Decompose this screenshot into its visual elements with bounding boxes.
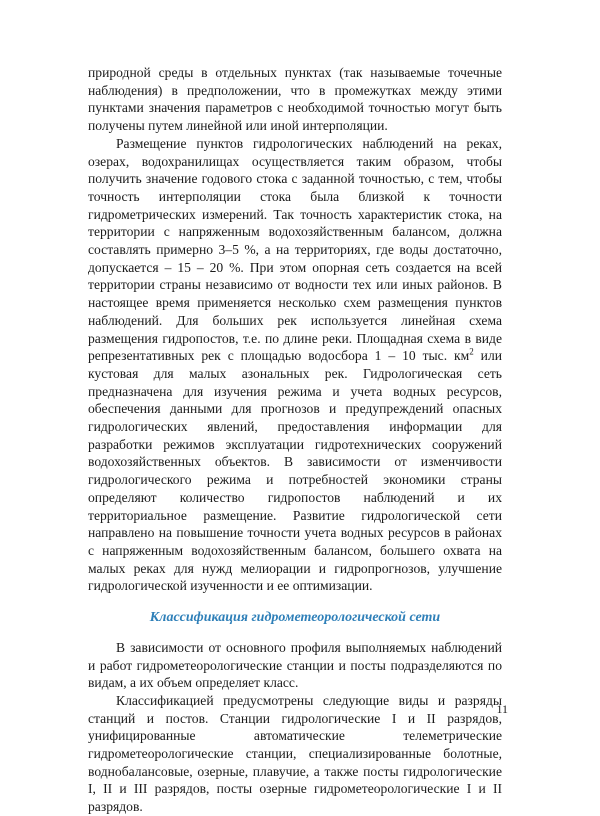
paragraph-2-part-b: или кустовая для малых азональных рек. Гидрологическая сеть предназначена для изучения режима и учета водных ресурсов, обеспечения данными для прогнозов и предупреждений опасных гидрологических явлений, предоставления информации для разработки режимов эксплуатации гидротехнических сооружений водохозяйственных объектов. В зависимости от изменчивости гидрологического режима и потребностей экономики страны определяют количество гидропостов наблюдений и их территориальное размещение. Развитие гидрологической сети направлено на повышение точности учета водных ресурсов в районах с напряженным водохозяйственным балансом, большего охвата на малых реках для нужд мелиорации и гидропрогнозов, улучшение гидрологической изученности и ее оптимизации.: [88, 348, 503, 594]
paragraph-3: В зависимости от основного профиля выполняемых наблюдений и работ гидрометеорологические станции и посты подразделяются по видам, а их объем определяет класс.: [88, 639, 502, 691]
paragraph-2-part-a: Размещение пунктов гидрологических наблюдений на реках, озерах, водохранилищах осуществляется таким образом, чтобы получить значение годового стока с заданной точностью, с тем, чтобы точность интерполяции стока была близкой к точности гидрометрических измерений. Так точность характеристик стока, на территории с напряженным водохозяйственным балансом, должна составлять примерно 3–5 %, а на территориях, где воды достаточно, допускается – 15 – 20 %. При этом опорная сеть создается на всей территории страны независимо от водности тех или иных районов. В настоящее время применяется несколько схем размещения пунктов наблюдений. Для больших рек используется линейная схема размещения гидропостов, т.е. по длине реки. Площадная схема в виде репрезентативных рек с площадью водосбора 1 – 10 тыс. км: [88, 135, 502, 364]
page-number: 11: [496, 702, 508, 716]
section-title: Классификация гидрометеорологической сети: [149, 610, 441, 626]
body-text: [88, 64, 502, 816]
paragraph-1: природной среды в отдельных пунктах (так называемые точечные наблюдения) в предположении, что в промежутках между этими пунктами значения параметров с необходимой точностью могут быть получены путем линейной или иной интерполяции.: [88, 65, 502, 134]
paragraph-2: [88, 135, 502, 595]
paragraph-4: Классификацией предусмотрены следующие виды и разряды станций и постов. Станции гидрологические I и II разрядов, унифицированные автоматические телеметрические гидрометеорологические станции, специализированные болотные, воднобалансовые, озерные, плавучие, а также посты гидрологические I, II и III разрядов, посты озерные гидрометеорологические I и II разрядов.: [88, 692, 502, 815]
superscript-2: 2: [469, 346, 474, 357]
